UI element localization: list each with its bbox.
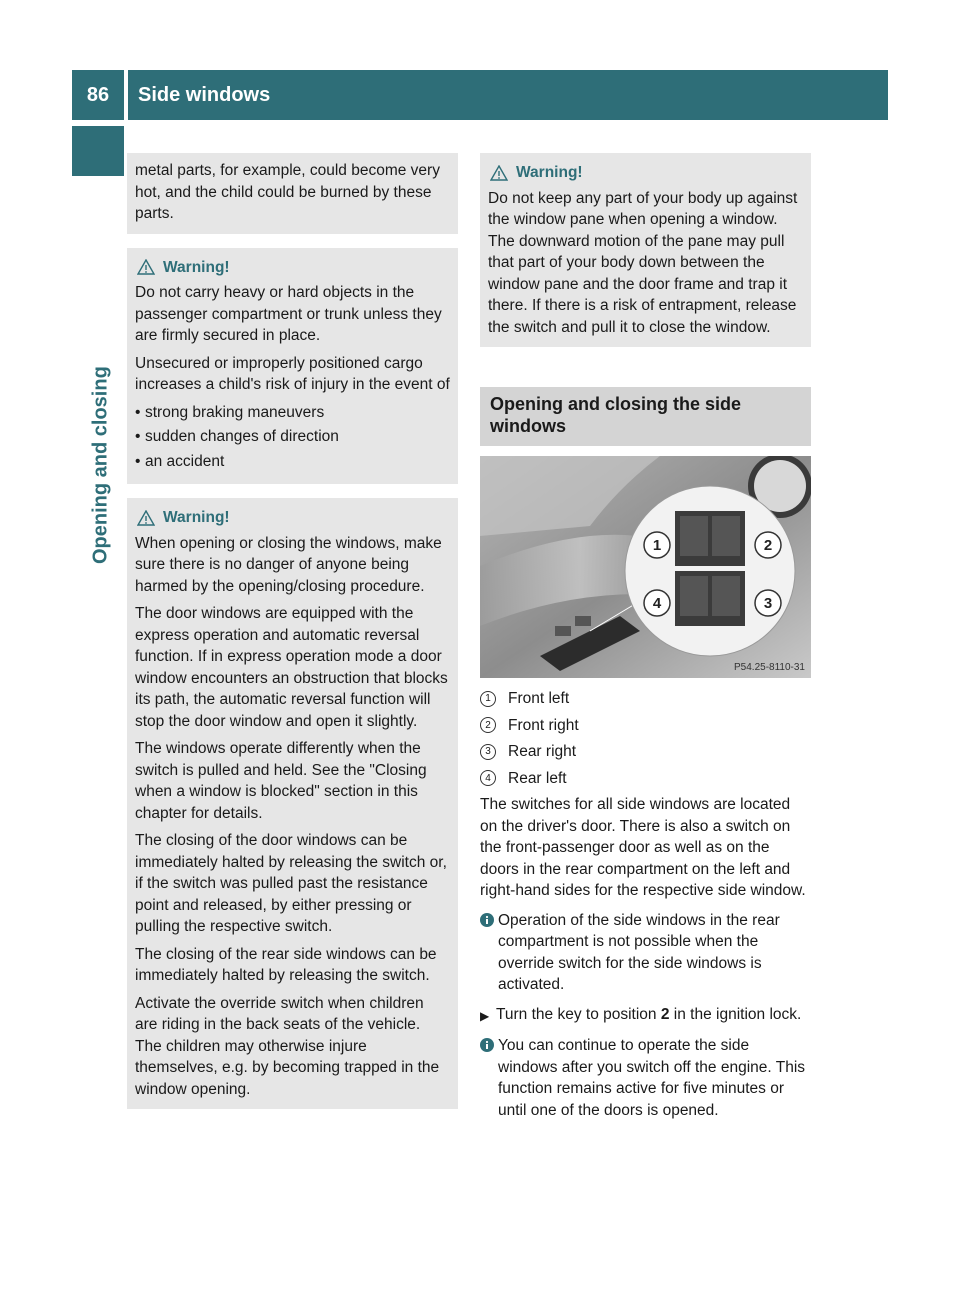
warning-text: When opening or closing the windows, make sure there is no danger of anyone being harmed by the opening/closing procedure. <box>135 534 442 595</box>
continued-text: metal parts, for example, could become very hot, and the child could be burned by these parts. <box>135 162 440 222</box>
warning-box-cargo <box>127 248 458 485</box>
bullet-item: • sudden changes of direction <box>135 426 450 448</box>
bullet-list <box>135 402 450 473</box>
body-paragraph: The switches for all side windows are located on the driver's door. There is also a switch on the front-passenger door as well as on the doors in the rear compartment on the left and right-hand sides for the respective side window. <box>480 796 806 899</box>
warning-heading: Warning! <box>135 507 450 529</box>
instruction-step: ▶ Turn the key to position 2 in the ignition lock. <box>480 1004 811 1028</box>
photo-code: P54.25-8110-31 <box>734 662 805 673</box>
warning-heading: Warning! <box>488 162 803 184</box>
callout-4: 4 <box>652 595 662 612</box>
warning-text: Activate the override switch when children are riding in the back seats of the vehicle. The children may otherwise injure themselves, e.g. by becoming trapped in the window opening. <box>135 994 440 1098</box>
bullet-item: • strong braking maneuvers <box>135 402 450 424</box>
callout-1: 1 <box>652 537 662 554</box>
window-switch-photo <box>480 456 811 678</box>
warning-text: The closing of the door windows can be immediately halted by releasing the switch or, if the switch was pulled past the resistance point and released, by either pressing or pulling the respective switch. <box>135 832 447 935</box>
info-note: You can continue to operate the side windows after you switch off the engine. This function remains active for five minutes or until one of the doors is opened. <box>480 1035 811 1121</box>
arrow-right-icon: ▶ <box>480 1008 490 1023</box>
legend-item: 3 Rear right <box>480 741 811 763</box>
legend-item: 1 Front left <box>480 688 811 710</box>
page-title: Side windows <box>128 70 888 120</box>
warning-text: The closing of the rear side windows can be immediately halted by releasing the switch. <box>135 945 437 984</box>
bullet-item: • an accident <box>135 451 450 473</box>
warning-text: Do not carry heavy or hard objects in the passenger compartment or trunk unless they are firmly secured in place. <box>135 284 442 344</box>
callout-3: 3 <box>763 595 773 612</box>
left-column <box>127 153 458 1123</box>
warning-triangle-icon <box>137 259 155 275</box>
warning-box-windows <box>127 498 458 1109</box>
page-number: 86 <box>72 70 124 120</box>
info-icon <box>480 1037 498 1121</box>
warning-text: The door windows are equipped with the express operation and automatic reversal function. If in express operation mode a door window encounters an obstruction that blocks its path, the automatic reversal function will stop the door window and open it slightly. <box>135 605 448 730</box>
legend-item: 4 Rear left <box>480 768 811 790</box>
side-tab-label: Opening and closing <box>89 366 112 564</box>
continued-warning-box <box>127 153 458 234</box>
callout-2: 2 <box>763 537 773 554</box>
right-column <box>480 153 811 1129</box>
warning-text: Do not keep any part of your body up against the window pane when opening a window. The downward motion of the pane may pull that part of your body down between the window pane and the door frame and trap it there. If there is a risk of entrapment, release the switch and pull it to close the window. <box>488 189 798 336</box>
info-icon <box>480 912 498 996</box>
warning-triangle-icon <box>490 165 508 181</box>
warning-triangle-icon <box>137 510 155 526</box>
door-panel-illustration <box>480 456 811 678</box>
warning-heading: Warning! <box>135 257 450 279</box>
info-note: Operation of the side windows in the rear compartment is not possible when the override switch for the side windows is activated. <box>480 910 811 996</box>
warning-text: The windows operate differently when the switch is pulled and held. See the "Closing when a window is blocked" section in this chapter for details. <box>135 740 427 822</box>
page-header <box>72 70 888 120</box>
section-heading: Opening and closing the side windows <box>480 387 811 446</box>
side-tab-block <box>72 126 124 176</box>
warning-box-entrapment <box>480 153 811 347</box>
legend-item: 2 Front right <box>480 715 811 737</box>
warning-text: Unsecured or improperly positioned cargo increases a child's risk of injury in the event of <box>135 354 450 393</box>
